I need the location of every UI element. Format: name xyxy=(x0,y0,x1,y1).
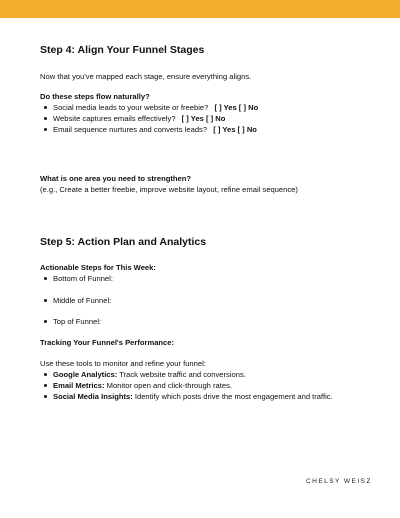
flow-checklist xyxy=(40,102,370,135)
yes-no-options[interactable]: [ ] Yes [ ] No xyxy=(213,125,257,134)
checklist-item xyxy=(40,102,370,113)
flow-question: Do these steps flow naturally? xyxy=(40,92,150,101)
tool-item xyxy=(40,380,370,391)
strengthen-hint: (e.g., Create a better freebie, improve website layout, refine email sequence) xyxy=(40,185,298,194)
strengthen-question: What is one area you need to strengthen? xyxy=(40,174,192,183)
step5-title: Step 5: Action Plan and Analytics xyxy=(40,236,207,248)
tracking-heading: Tracking Your Funnel's Performance: xyxy=(40,338,175,347)
actionable-list xyxy=(40,273,370,327)
checklist-item-text: Email sequence nurtures and converts leads? xyxy=(53,125,208,134)
step4-title: Step 4: Align Your Funnel Stages xyxy=(40,44,205,56)
actionable-heading: Actionable Steps for This Week: xyxy=(40,263,156,272)
checklist-item-text: Social media leads to your website or freebie? xyxy=(53,103,209,112)
checklist-item-text: Website captures emails effectively? xyxy=(53,114,176,123)
funnel-step-label: Middle of Funnel: xyxy=(53,296,112,305)
yes-no-options[interactable]: [ ] Yes [ ] No xyxy=(181,114,226,123)
tool-item xyxy=(40,369,370,380)
tracking-intro: Use these tools to monitor and refine your funnel: xyxy=(40,359,206,368)
tool-name: Social Media Insights: xyxy=(53,392,133,401)
funnel-step-label: Top of Funnel: xyxy=(53,317,102,326)
tool-description: Track website traffic and conversions. xyxy=(119,370,246,379)
worksheet-content xyxy=(40,44,370,402)
footer-brand: CHELSY WEISZ xyxy=(306,478,372,485)
tool-name: Email Metrics: xyxy=(53,381,105,390)
tool-item xyxy=(40,391,370,402)
yes-no-options[interactable]: [ ] Yes [ ] No xyxy=(214,103,259,112)
step4-intro: Now that you've mapped each stage, ensure everything aligns. xyxy=(40,72,252,81)
checklist-item xyxy=(40,113,370,124)
funnel-step-item[interactable] xyxy=(40,295,370,306)
tools-list xyxy=(40,369,370,402)
funnel-step-label: Bottom of Funnel: xyxy=(53,274,113,283)
checklist-item xyxy=(40,124,370,135)
tool-description: Identify which posts drive the most engagement and traffic. xyxy=(134,392,333,401)
funnel-step-item[interactable] xyxy=(40,316,370,327)
funnel-step-item[interactable] xyxy=(40,273,370,284)
tool-name: Google Analytics: xyxy=(53,370,118,379)
top-accent-bar xyxy=(0,0,400,18)
tool-description: Monitor open and click-through rates. xyxy=(106,381,232,390)
